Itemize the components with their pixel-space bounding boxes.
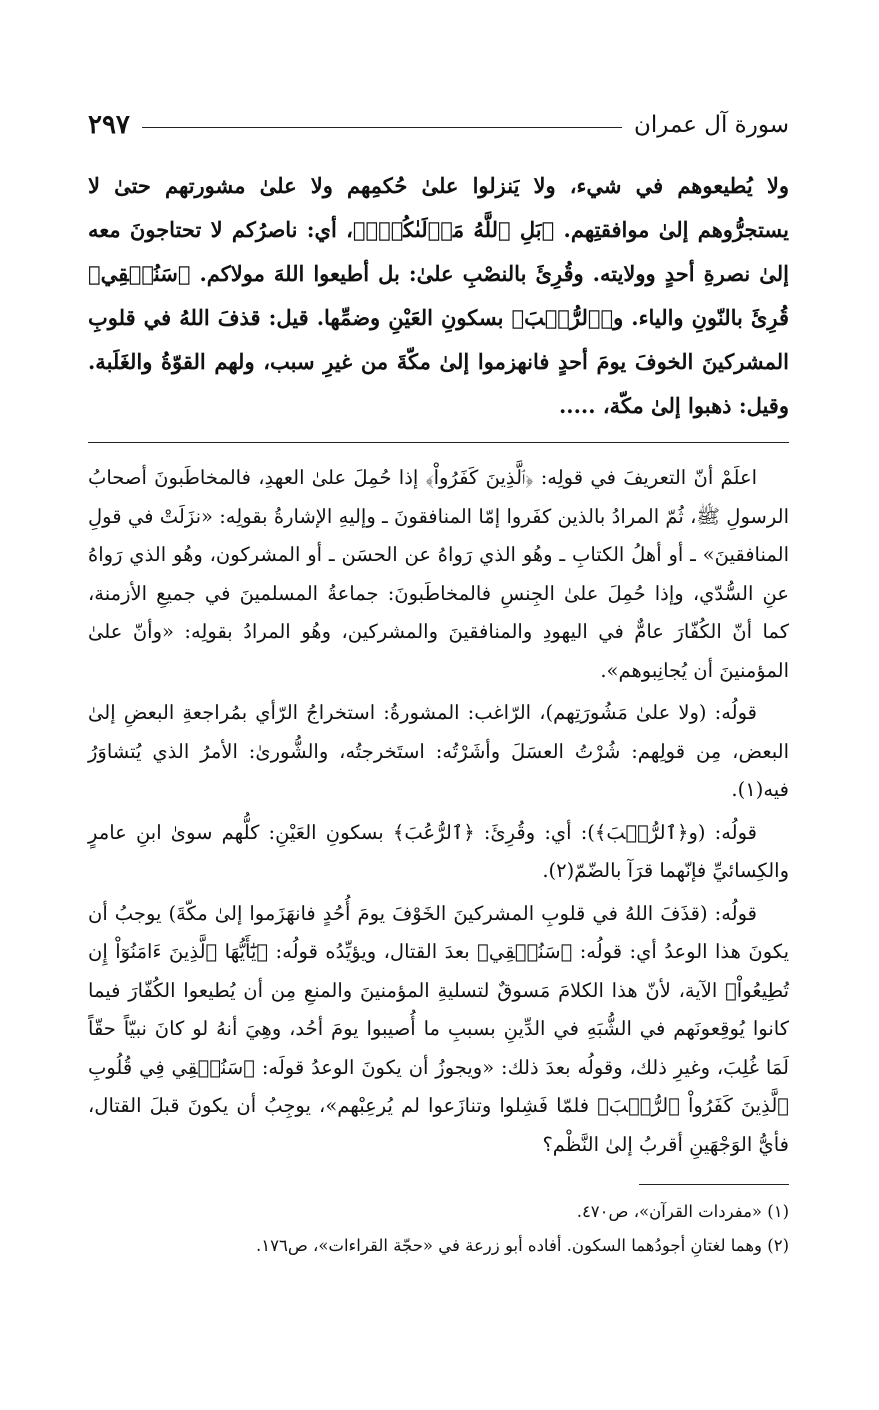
commentary-paragraph: قولُه: (قذَفَ اللهُ في قلوبِ المشركينَ الخَوْفَ يومَ أُحُدٍ فانهَزَموا إلىٰ مكّةَ) يوجبُ أن يكونَ هذا الوعدُ أي: قولُه: ﴿سَنُلۡقِي﴾ بعدَ القتال، ويؤيِّدُه قولُه: ﴿يَٰٓأَيُّهَا ٱلَّذِينَ ءَامَنُوٓاْ إِن تُطِيعُواْ﴾ الآية، لأنّ هذا الكلامَ مَسوقٌ لتسليةِ المؤمنينَ والمنعِ مِن أن يُطيعوا الكُفّارَ فيما كانوا يُوقِعونَهم في الشُّبَهِ في الدِّينِ بسببِ ما أُصيبوا يومَ أحُد، وهِيَ أنهُ لو كانَ نبيّاً حقّاً لَمَا غُلِبَ، وغيرِ ذلك، وقولُه بعدَ ذلك: «ويجوزُ أن يكونَ الوعدُ قولَه: ﴿سَنُلۡقِي فِي قُلُوبِ ٱلَّذِينَ كَفَرُواْ ٱلرُّعۡبَ﴾ فلمّا فَشِلوا وتنازَعوا لم يُرعِبْهم»، يوجِبُ أن يكونَ قبلَ القتال، فأيُّ الوَجْهَينِ أقربُ إلىٰ النَّظْم؟ — [88, 901, 789, 1156]
footnote: (١) «مفردات القرآن»، ص٤٧٠. — [576, 1202, 789, 1221]
running-header — [88, 100, 789, 150]
footnote: (٢) وهما لغتانِ أجودُهما السكون. أفاده أبو زرعة في «حجّة القراءات»، ص١٧٦. — [255, 1236, 789, 1255]
main-text-paragraph: ولا يُطيعوهم في شيء، ولا يَنزلوا علىٰ حُكمِهم ولا علىٰ مشورتهم حتىٰ لا يستجرُّوهم إلىٰ موافقتِهم. ﴿بَلِ ٱللَّهُ مَوۡلَىٰكُمۡۖ﴾، أي: ناصرُكم لا تحتاجونَ معه إلىٰ نصرةِ أحدٍ وولايته. وقُرِئَ بالنصْبِ علىٰ: بل أطيعوا اللهَ مولاكم. ﴿سَنُلۡقِي﴾ قُرِئَ بالنّونِ والياء. و﴿ٱلرُّعۡبَ﴾ بسكونِ العَيْنِ وضمِّها. قيل: قذفَ اللهُ في قلوبِ المشركينَ الخوفَ يومَ أحدٍ فانهزموا إلىٰ مكّةَ من غيرِ سبب، ولهم القوّةُ والغَلَبة. وقيل: ذهبوا إلىٰ مكّة، ..... — [88, 173, 790, 418]
page — [88, 100, 789, 1330]
main-text — [88, 164, 789, 428]
footnote-divider — [639, 1184, 789, 1185]
page-number: ٢٩٧ — [88, 110, 130, 140]
commentary-paragraph: قولُه: (ولا علىٰ مَشُورَتِهم)، الرّاغب: المشورةُ: استخراجُ الرّأي بمُراجعةِ البعضِ إلىٰ البعض، مِن قولِهم: شُرْتُ العسَلَ وأشَرْتُه: استَخرجتُه، والشُّورىٰ: الأمرُ الذي يُتشاوَرُ فيه(١). — [88, 701, 789, 801]
commentary-paragraph: قولُه: (و﴿ٱلرُّعۡبَ﴾): أي: وقُرِئَ: ﴿ٱلرُّعُبَ﴾ بسكونِ العَيْنِ: كلُّهم سوىٰ ابنِ عامرٍ والكِسائيِّ فإنّهما قرَآ بالضّمّ(٢). — [88, 820, 789, 882]
header-rule — [142, 127, 622, 128]
surah-title: سورة آل عمران — [633, 112, 789, 138]
commentary-paragraph: اعلَمْ أنّ التعريفَ في قولِه: ﴿ٱلَّذِينَ كَفَرُواْ﴾ إذا حُمِلَ علىٰ العهدِ، فالمخاطَبونَ أصحابُ الرسولِ ﷺ، ثُمّ المرادُ بالذين كفَروا إمّا المنافقونَ ـ وإليهِ الإشارةُ بقولِه: «نزَلَتْ في قولِ المنافقينَ» ـ أو أهلُ الكتابِ ـ وهُو الذي رَواهُ عن الحسَن ـ أو المشركون، وهُو الذي رَواهُ عنِ السُّدّي، وإذا حُمِلَ علىٰ الجِنسِ فالمخاطَبونَ: جماعةُ المسلمينَ في جميعِ الأزمنة، كما أنّ الكُفّارَ عامٌّ في اليهودِ والمنافقينَ والمشركين، وهُو المرادُ بقولِه: «وأنّ علىٰ المؤمنينَ أن يُجانِبوهم». — [88, 466, 789, 682]
section-divider — [88, 442, 789, 443]
commentary — [88, 459, 789, 1164]
footnotes — [88, 1195, 789, 1263]
